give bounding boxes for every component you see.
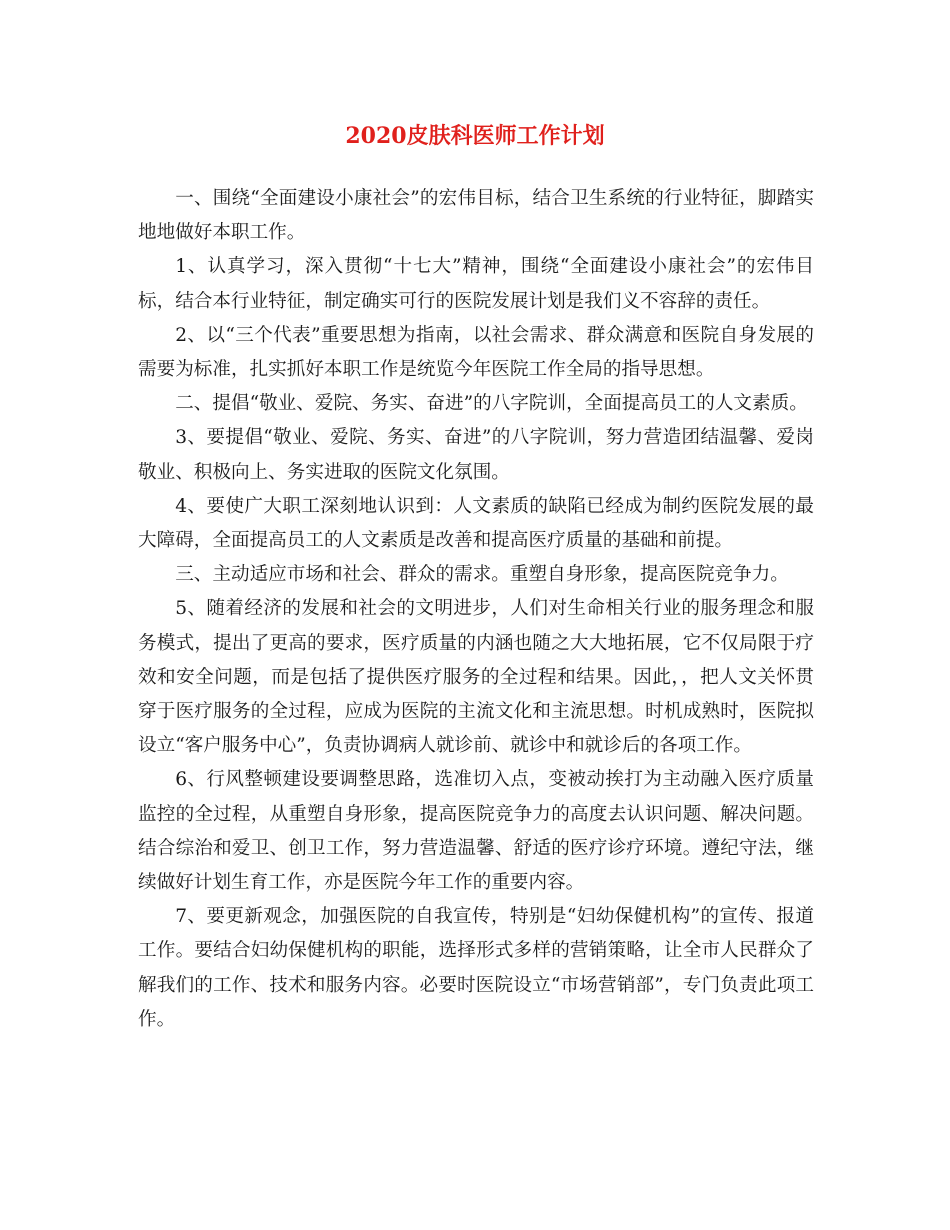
paragraph-8: 5、随着经济的发展和社会的文明进步，人们对生命相关行业的服务理念和服务模式，提出了更高的要求，医疗质量的内涵也随之大大地拓展，它不仅局限于疗效和安全问题，而是包括了提供医疗服务的全过程和结果。因此，，把人文关怀贯穿于医疗服务的全过程，应成为医院的主流文化和主流思想。时机成熟时，医院拟设立“客户服务中心”，负责协调病人就诊前、就诊中和就诊后的各项工作。 (138, 598, 814, 757)
paragraph-7: 三、主动适应市场和社会、群众的需求。重塑自身形象，提高医院竞争力。 (175, 564, 789, 586)
paragraph-2: 1、认真学习，深入贯彻“十七大”精神，围绕“全面建设小康社会”的宏伟目标，结合本行业特征，制定确实可行的医院发展计划是我们义不容辞的责任。 (138, 256, 814, 312)
document-body (138, 182, 814, 1037)
paragraph-9: 6、行风整顿建设要调整思路，选准切入点，变被动挨打为主动融入医疗质量监控的全过程，从重塑自身形象，提高医院竞争力的高度去认识问题、解决问题。结合综治和爱卫、创卫工作，努力营造温馨、舒适的医疗诊疗环境。遵纪守法，继续做好计划生育工作，亦是医院今年工作的重要内容。 (138, 769, 814, 894)
document-title: 2020皮肤科医师工作计划 (345, 123, 605, 149)
paragraph-3: 2、以“三个代表”重要思想为指南，以社会需求、群众满意和医院自身发展的需要为标准，扎实抓好本职工作是统览今年医院工作全局的指导思想。 (138, 324, 814, 381)
paragraph-4: 二、提倡“敬业、爱院、务实、奋进”的八字院训，全面提高员工的人文素质。 (175, 393, 808, 415)
paragraph-6: 4、要使广大职工深刻地认识到：人文素质的缺陷已经成为制约医院发展的最大障碍，全面提高员工的人文素质是改善和提高医疗质量的基础和前提。 (138, 495, 814, 552)
paragraph-1: 一、围绕“全面建设小康社会”的宏伟目标，结合卫生系统的行业特征，脚踏实地地做好本职工作。 (138, 188, 814, 244)
paragraph-5: 3、要提倡“敬业、爱院、务实、奋进”的八字院训，努力营造团结温馨、爱岗敬业、积极向上、务实进取的医院文化氛围。 (138, 427, 814, 483)
paragraph-10: 7、要更新观念，加强医院的自我宣传，特别是“妇幼保健机构”的宣传、报道工作。要结合妇幼保健机构的职能，选择形式多样的营销策略，让全市人民群众了解我们的工作、技术和服务内容。必要时医院设立“市场营销部”，专门负责此项工作。 (138, 906, 814, 1030)
